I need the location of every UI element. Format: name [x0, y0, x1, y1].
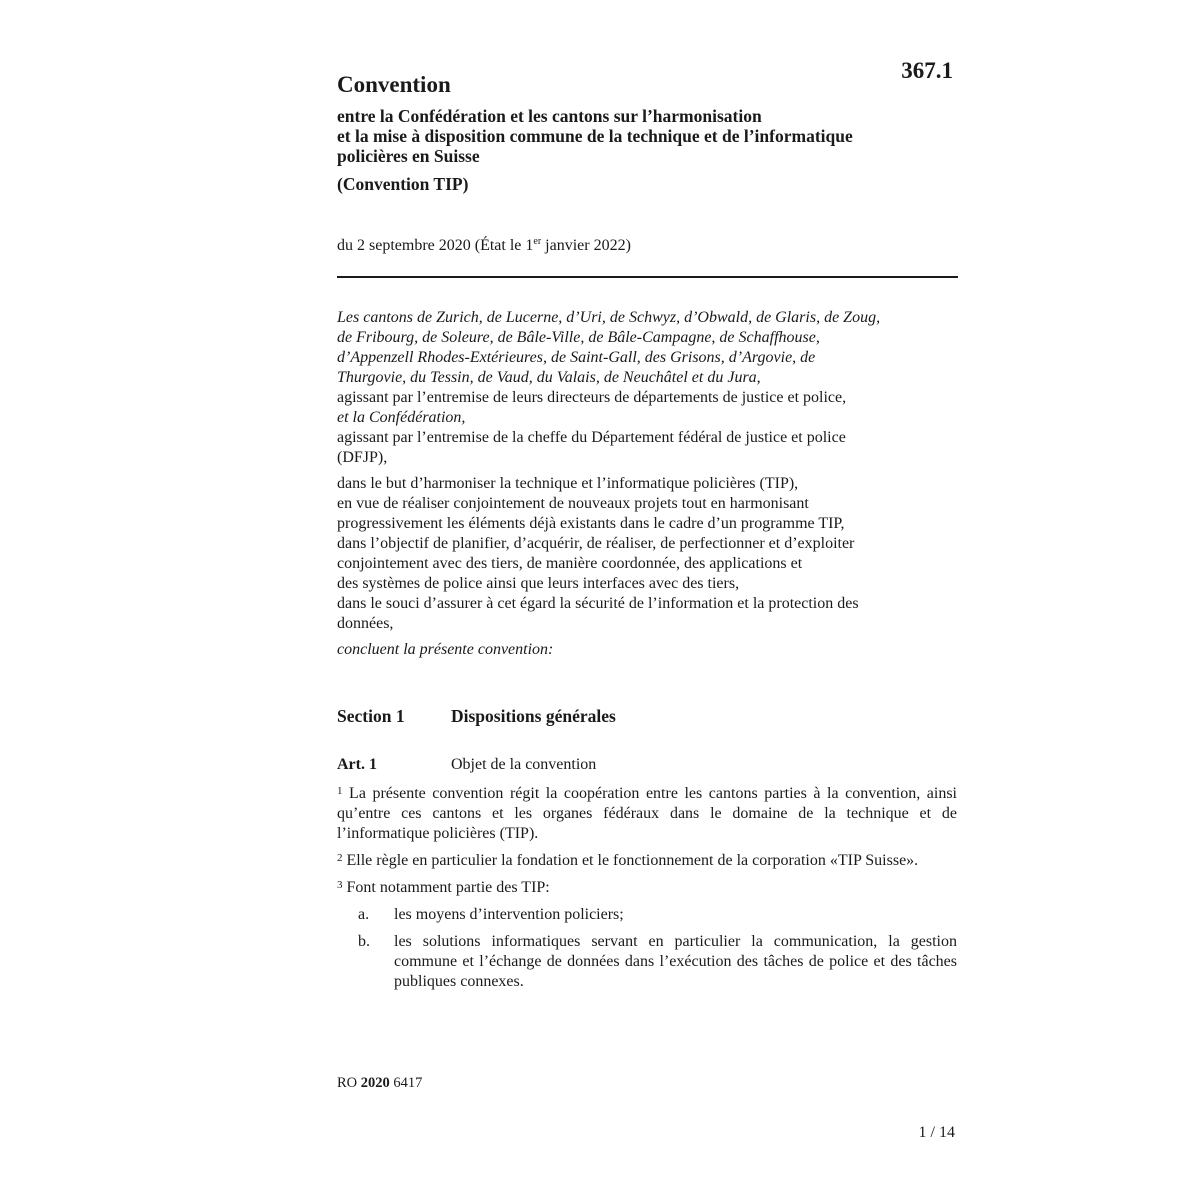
section-heading — [337, 706, 616, 727]
title-divider — [337, 276, 958, 278]
preamble-purpose-line: conjointement avec des tiers, de manière coordonnée, des applications et — [337, 555, 803, 572]
article-paragraph — [337, 784, 957, 844]
paragraph-text: Elle règle en particulier la fondation et le fonctionnement de la corporation «TIP Suisse». — [342, 852, 919, 869]
date-prefix: du 2 septembre 2020 (État le 1 — [337, 237, 534, 254]
preamble-cantons-line: Thurgovie, du Tessin, de Vaud, du Valais, de Neuchâtel et du Jura, — [337, 369, 761, 386]
preamble-purpose-line: en vue de réaliser conjointement de nouveaux projets tout en harmonisant — [337, 495, 809, 512]
document-subtitle — [337, 106, 957, 166]
article-body — [337, 784, 957, 999]
preamble-cantons-line: Les cantons de Zurich, de Lucerne, d’Uri, de Schwyz, d’Obwald, de Glaris, de Zoug, — [337, 309, 881, 326]
preamble-purpose-line: des systèmes de police ainsi que leurs interfaces avec des tiers, — [337, 575, 740, 592]
subtitle-line: policières en Suisse — [337, 146, 480, 166]
preamble-purpose-line: dans le souci d’assurer à cet égard la sécurité de l’information et la protection des — [337, 595, 859, 612]
paragraph-number: 3 — [337, 879, 343, 891]
preamble-cantons-line: d’Appenzell Rhodes-Extérieures, de Saint-Gall, des Grisons, d’Argovie, de — [337, 349, 816, 366]
article-label: Art. 1 — [337, 756, 377, 773]
preamble-purpose-line: données, — [337, 615, 394, 632]
list-item — [337, 932, 957, 992]
date-line — [337, 237, 631, 255]
article-title: Objet de la convention — [451, 756, 597, 773]
preamble-confederation-acting-line: (DFJP), — [337, 449, 388, 466]
official-compilation-reference — [337, 1075, 422, 1092]
article-paragraph — [337, 878, 957, 898]
preamble — [337, 308, 957, 660]
list-letter: a. — [358, 906, 370, 923]
preamble-purpose-line: progressivement les éléments déjà existants dans le cadre d’un programme TIP, — [337, 515, 845, 532]
paragraph-text: La présente convention régit la coopération entre les cantons parties à la convention, ainsi qu’entre ces cantons et les organes fédéraux dans le domaine de la technique et de l’informatique policières (TIP). — [337, 785, 957, 842]
paragraph-text: Font notamment partie des TIP: — [342, 879, 550, 896]
preamble-purpose-line: dans l’objectif de planifier, d’acquérir, de réaliser, de perfectionner et d’exploiter — [337, 535, 855, 552]
article-heading — [337, 756, 596, 774]
subtitle-line: entre la Confédération et les cantons sur l’harmonisation — [337, 106, 762, 126]
paragraph-number: 1 — [337, 785, 343, 797]
preamble-purpose-line: dans le but d’harmoniser la technique et l’informatique policières (TIP), — [337, 475, 799, 492]
list-text: les solutions informatiques servant en particulier la communication, la gestion commune et l’échange de données dans l’exécution des tâches de police et des tâches publiques connexes. — [394, 933, 957, 990]
section-label: Section 1 — [337, 706, 405, 726]
section-title: Dispositions générales — [451, 706, 616, 726]
ref-year: 2020 — [360, 1075, 390, 1091]
subtitle-line: et la mise à disposition commune de la technique et de l’informatique — [337, 126, 853, 146]
paragraph-number: 2 — [337, 852, 343, 864]
list-item — [337, 905, 957, 925]
preamble-cantons-acting: agissant par l’entremise de leurs directeurs de départements de justice et police, — [337, 389, 847, 406]
ref-page: 6417 — [389, 1075, 423, 1091]
list-letter: b. — [358, 933, 370, 950]
sr-number: 367.1 — [901, 58, 953, 83]
document-page — [337, 0, 957, 1200]
preamble-conclusion: concluent la présente convention: — [337, 641, 554, 658]
ref-prefix: RO — [337, 1075, 361, 1091]
preamble-cantons-line: de Fribourg, de Soleure, de Bâle-Ville, de Bâle-Campagne, de Schaffhouse, — [337, 329, 820, 346]
document-title: Convention — [337, 72, 451, 97]
date-suffix: janvier 2022) — [541, 237, 631, 254]
preamble-confederation: et la Confédération, — [337, 409, 466, 426]
article-paragraph — [337, 851, 957, 871]
page-number: 1 / 14 — [918, 1124, 955, 1141]
list-text: les moyens d’intervention policiers; — [394, 906, 624, 923]
preamble-confederation-acting-line: agissant par l’entremise de la cheffe du Département fédéral de justice et police — [337, 429, 846, 446]
short-title: (Convention TIP) — [337, 174, 469, 194]
date-superscript: er — [533, 236, 542, 247]
